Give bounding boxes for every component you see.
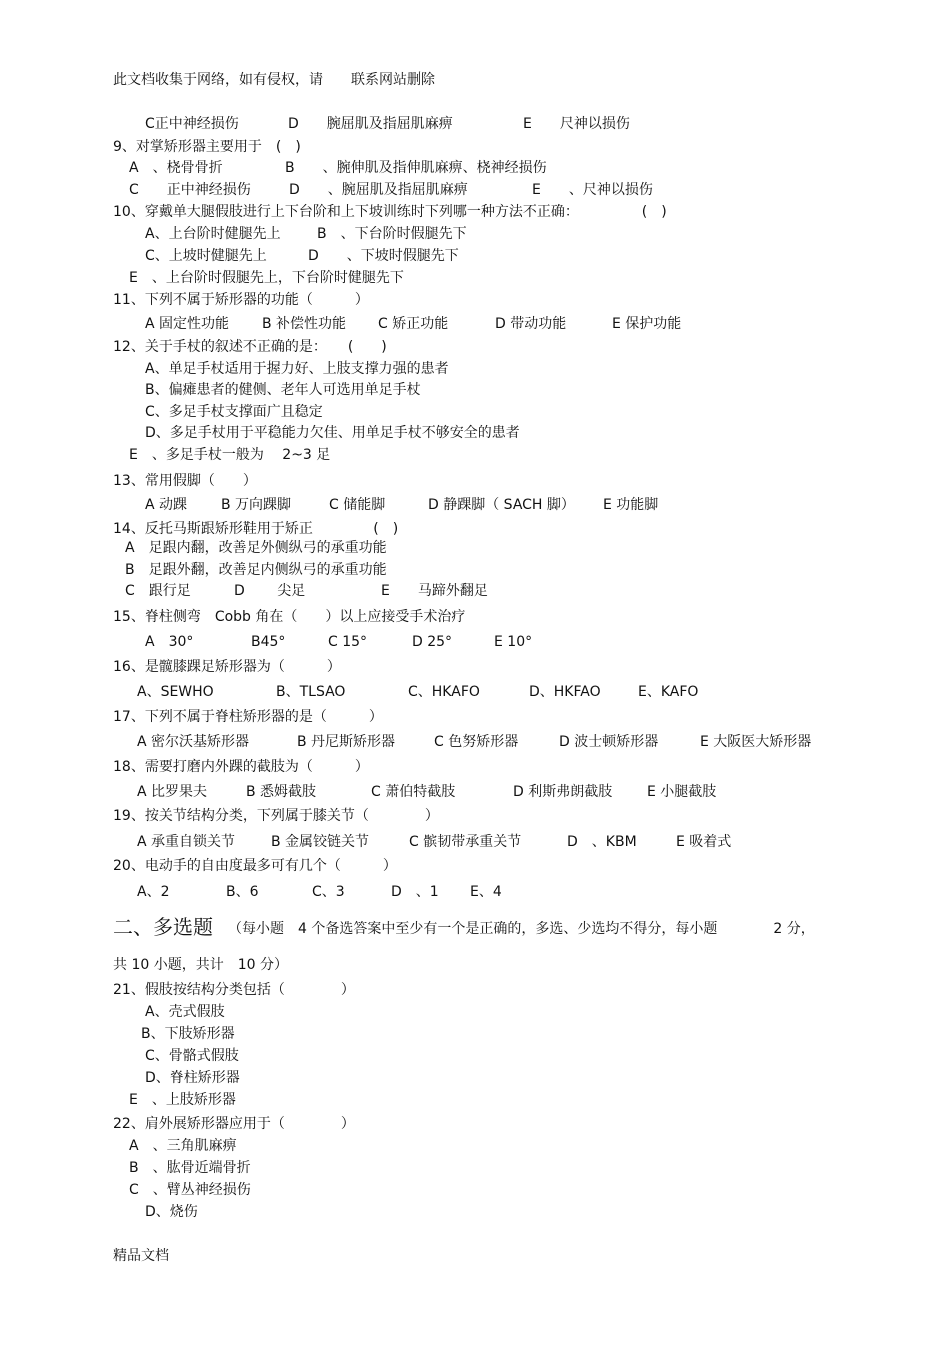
option-d: D、多足手杖用于平稳能力欠佳、用单足手杖不够安全的患者 — [145, 425, 520, 441]
option-b: B 、下台阶时假腿先下 — [317, 226, 467, 242]
option-a: A、上台阶时健腿先上 — [145, 226, 281, 242]
page-header: 此文档收集于网络，如有侵权，请 联系网站删除 — [113, 72, 435, 88]
option-a: A 承重自锁关节 — [137, 834, 236, 850]
section-instructions-cont: 共 10 小题，共计 10 分） — [113, 957, 288, 973]
q20-options — [0, 885, 950, 901]
option-e: E 马蹄外翻足 — [381, 583, 488, 599]
option-c: C 髌韧带承重关节 — [409, 834, 522, 850]
question-11: 11、下列不属于矫形器的功能（ ） — [113, 292, 369, 308]
question-14: 14、反托马斯跟矫形鞋用于矫正 ( ) — [113, 521, 399, 537]
question-18: 18、需要打磨内外踝的截肢为（ ） — [113, 759, 369, 775]
option-b: B、下肢矫形器 — [141, 1026, 235, 1042]
option-b: B 补偿性功能 — [262, 316, 347, 332]
option-a: A 30° — [145, 634, 194, 650]
option-e: E 保护功能 — [612, 316, 682, 332]
option-d: D 腕屈肌及指屈肌麻痹 — [288, 116, 453, 132]
option-e: E 大阪医大矫形器 — [700, 734, 812, 750]
option-d: D 、下坡时假腿先下 — [308, 248, 459, 264]
section-instructions: （每小题 4 个备选答案中至少有一个是正确的，多选、少选均不得分，每小题 2 分， — [228, 921, 815, 937]
option-e: E 小腿截肢 — [647, 784, 717, 800]
option-b: B 、肱骨近端骨折 — [129, 1160, 251, 1176]
option-c: C 跟行足 — [125, 583, 191, 599]
option-c: C 、臂丛神经损伤 — [129, 1182, 251, 1198]
q8-options — [0, 117, 950, 133]
option-c: C 萧伯特截肢 — [371, 784, 456, 800]
option-d: D、HKFAO — [529, 684, 601, 700]
option-c: C 储能脚 — [329, 497, 386, 513]
q9-options-row1 — [0, 161, 950, 177]
question-9: 9、对掌矫形器主要用于 ( ) — [113, 139, 301, 155]
q19-options — [0, 835, 950, 851]
question-20: 20、电动手的自由度最多可有几个（ ） — [113, 858, 397, 874]
section-2-heading — [0, 917, 950, 941]
option-a: A 、桡骨骨折 — [129, 160, 223, 176]
q18-options — [0, 785, 950, 801]
option-a: A、2 — [137, 884, 170, 900]
option-c: C 矫正功能 — [378, 316, 449, 332]
question-15: 15、脊柱侧弯 Cobb 角在（ ）以上应接受手术治疗 — [113, 609, 466, 625]
question-12: 12、关于手杖的叙述不正确的是： ( ) — [113, 339, 387, 355]
option-a: A 固定性功能 — [145, 316, 230, 332]
option-d: D 波士顿矫形器 — [559, 734, 659, 750]
q9-options-row2 — [0, 183, 950, 199]
option-d: D、脊柱矫形器 — [145, 1070, 240, 1086]
option-d: D 、KBM — [567, 834, 637, 850]
option-e: E 、上台阶时假腿先上，下台阶时健腿先下 — [129, 270, 404, 286]
option-a: A 密尔沃基矫形器 — [137, 734, 250, 750]
option-a: A 、三角肌麻痹 — [129, 1138, 237, 1154]
option-b: B、TLSAO — [276, 684, 346, 700]
option-b: B、6 — [226, 884, 259, 900]
option-d: D 、1 — [391, 884, 439, 900]
option-b: B 悉姆截肢 — [246, 784, 317, 800]
option-c: C 正中神经损伤 — [129, 182, 251, 198]
question-19: 19、按关节结构分类，下列属于膝关节（ ） — [113, 808, 439, 824]
option-a: A、单足手杖适用于握力好、上肢支撑力强的患者 — [145, 361, 449, 377]
option-e: E 、尺神以损伤 — [532, 182, 653, 198]
option-b: B 丹尼斯矫形器 — [297, 734, 396, 750]
option-e: E 10° — [494, 634, 533, 650]
option-a: A 比罗果夫 — [137, 784, 208, 800]
q10-options-row1 — [0, 227, 950, 243]
option-e: E 功能脚 — [603, 497, 659, 513]
q17-options — [0, 735, 950, 751]
option-c: C 色努矫形器 — [434, 734, 519, 750]
option-c: C、上坡时健腿先上 — [145, 248, 267, 264]
option-d: D 25° — [412, 634, 453, 650]
option-c: C、骨骼式假肢 — [145, 1048, 239, 1064]
option-e: E、4 — [470, 884, 502, 900]
option-b: B 金属铰链关节 — [271, 834, 370, 850]
option-d: D 带动功能 — [495, 316, 567, 332]
option-e: E 、上肢矫形器 — [129, 1092, 236, 1108]
option-b: B45° — [251, 634, 286, 650]
option-d: D 静踝脚（ SACH 脚） — [428, 497, 575, 513]
option-c: C、3 — [312, 884, 345, 900]
question-10: 10、穿戴单大腿假肢进行上下台阶和上下坡训练时下列哪一种方法不正确： ( ) — [113, 204, 667, 220]
option-a: A 动踝 — [145, 497, 188, 513]
option-b: B 足跟外翻，改善足内侧纵弓的承重功能 — [125, 562, 387, 578]
option-c: C正中神经损伤 — [145, 116, 239, 132]
option-d: D 利斯弗朗截肢 — [513, 784, 613, 800]
q10-options-row2 — [0, 249, 950, 265]
option-d: D 尖足 — [234, 583, 306, 599]
option-b: B、偏瘫患者的健侧、老年人可选用单足手杖 — [145, 382, 421, 398]
section-title: 二、多选题 — [113, 915, 213, 939]
q16-options — [0, 685, 950, 701]
option-a: A、壳式假肢 — [145, 1004, 225, 1020]
q14-options-row3 — [0, 584, 950, 600]
question-13: 13、常用假脚（ ） — [113, 473, 257, 489]
q11-options — [0, 317, 950, 333]
q15-options — [0, 635, 950, 651]
option-c: C 15° — [328, 634, 368, 650]
option-e: E 尺神以损伤 — [523, 116, 630, 132]
question-21: 21、假肢按结构分类包括（ ） — [113, 982, 355, 998]
option-d: D、烧伤 — [145, 1204, 198, 1220]
question-16: 16、是髋膝踝足矫形器为（ ） — [113, 659, 341, 675]
option-b: B 、腕伸肌及指伸肌麻痹、桡神经损伤 — [285, 160, 547, 176]
option-c: C、HKAFO — [408, 684, 480, 700]
option-b: B 万向踝脚 — [221, 497, 292, 513]
option-e: E、KAFO — [638, 684, 699, 700]
page-footer: 精品文档 — [113, 1248, 169, 1264]
option-d: D 、腕屈肌及指屈肌麻痹 — [289, 182, 468, 198]
option-e: E 、多足手杖一般为 2~3 足 — [129, 447, 331, 463]
q13-options — [0, 498, 950, 514]
option-e: E 吸着式 — [676, 834, 732, 850]
option-c: C、多足手杖支撑面广且稳定 — [145, 404, 323, 420]
question-17: 17、下列不属于脊柱矫形器的是（ ） — [113, 709, 383, 725]
option-a: A 足跟内翻，改善足外侧纵弓的承重功能 — [125, 540, 387, 556]
option-a: A、SEWHO — [137, 684, 214, 700]
question-22: 22、肩外展矫形器应用于（ ） — [113, 1116, 355, 1132]
